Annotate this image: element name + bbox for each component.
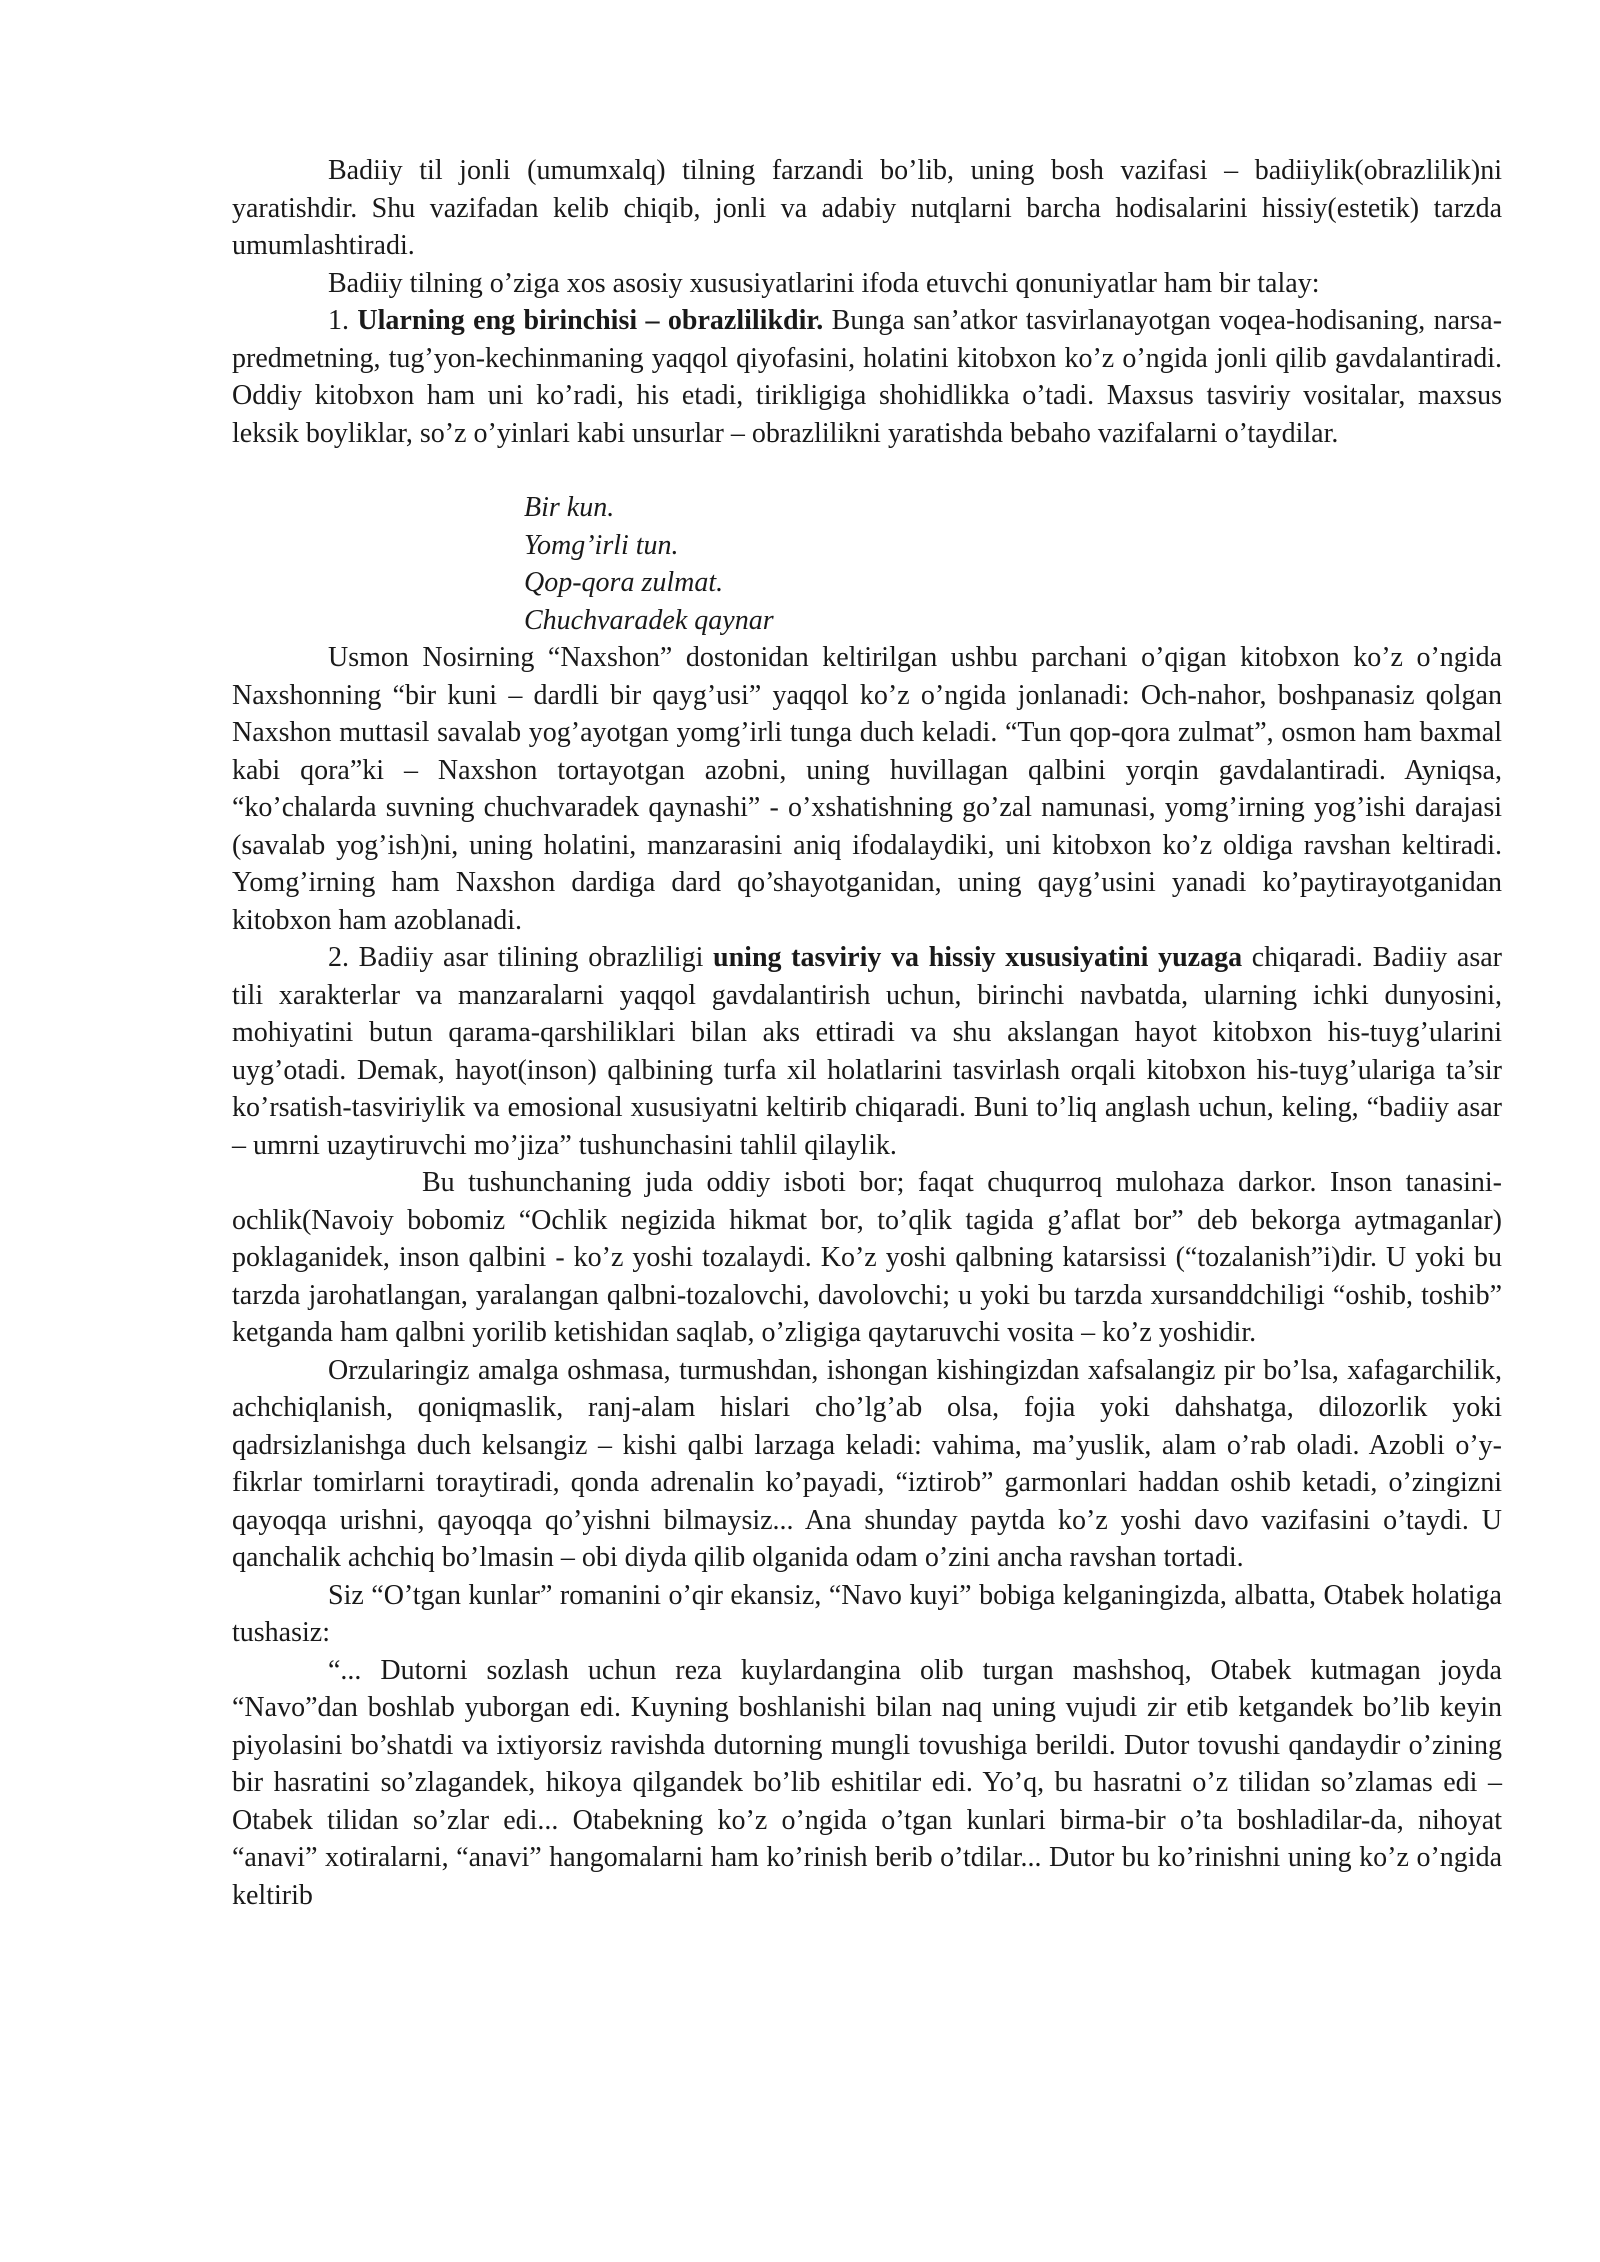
point-1-text: Bunga san’atkor tasvirlanayotgan voqea-hodisaning, narsa-predmetning, tug’yon-kechinmaning yaqqol qiyofasini, holatini kitobxon ko’z o’ngida jonli qilib gavdalantiradi. Oddiy kitobxon ham uni ko’radi, his etadi, tirikligiga shohidlikka o’tadi. Maxsus tasviriy vositalar, maxsus leksik boyliklar, so’z o’yinlari kabi unsurlar – obrazlilikni yaratishda bebaho vazifalarni o’taydilar. — [232, 305, 1503, 449]
point-2-text-start: 2. Badiiy asar tilining obrazliligi — [328, 942, 714, 973]
paragraph-tears: Orzularingiz amalga oshmasa, turmushdan, ishongan kishingizdan xafsalangiz pir bo’lsa, xafagarchilik, achchiqlanish, qoniqmaslik, ranj-alam hislari cho’lg’ab olsa, fojia yoki dahshatga, dilozorlik yoki qadrsizlanishga duch kelsangiz – kishi qalbi larzaga keladi: vahima, ma’yuslik, alam o’rab oladi. Azobli o’y-fikrlar tomirlarni toraytiradi, qonda adrenalin ko’payadi, “iztirob” garmonlari haddan oshib ketadi, o’zingizni qayoqqa urishni, qayoqqa qo’yishni bilmaysiz... Ana shunday paytda ko’z yoshi davo vazifasini o’taydi. U qanchalik achchiq bo’lmasin – obi diyda qilib olganida odam o’zini ancha ravshan tortadi. — [232, 1354, 1502, 1573]
paragraph-quote-navo: “... Dutorni sozlash uchun reza kuylardangina olib turgan mashshoq, Otabek kutmagan joyda “Navo”dan boshlab yuborgan edi. Kuyning boshlanishi bilan naq uning vujudi zir etib ketgandek bo’lib keyin piyolasini bo’shatdi va ixtiyorsiz ravishda dutorning mungli tovushiga berildi. Dutor tovushi qandaydir o’zining bir hasratini so’zlagandek, hikoya qilgandek bo’lib eshitilar edi. Yo’q, bu hasratni o’z tilidan so’zlamas edi – Otabek tilidan so’zlar edi... Otabekning ko’z o’ngida o’tgan kunlari birma-bir o’ta boshladilar-da, nihoyat “anavi” xotiralarni, “anavi” hangomalarni ham ko’rinish berib o’tdilar... Dutor bu ko’rinishni uning ko’z o’ngida keltirib — [232, 1654, 1502, 1911]
point-2-heading: uning tasviriy va hissiy xususiyatini yuzaga — [713, 942, 1243, 973]
point-2-text: chiqaradi. Badiiy asar tili xarakterlar va manzaralarni yaqqol gavdalantirish uchun, birinchi navbatda, ularning ichki dunyosini, mohiyatini butun qarama-qarshiliklari bilan aks ettiradi va shu akslangan hayot kitobxon his-tuyg’ularini uyg’otadi. Demak, hayot(inson) qalbining turfa xil holatlarini tasvirlash orqali kitobxon his-tuyg’ulariga ta’sir ko’rsatish-tasviriylik va emosional xususiyatni keltirib chiqaradi. Buni to’liq anglash uchun, keling, “badiiy asar – umrni uzaytiruvchi mo’jiza” tushunchasini tahlil qilaylik. — [232, 942, 1502, 1161]
paragraph-point-2 — [232, 939, 1502, 1164]
poem-quote — [524, 489, 1502, 639]
paragraph-intro: Badiiy til jonli (umumxalq) tilning farzandi bo’lib, uning bosh vazifasi – badiiylik(obrazlilik)ni yaratishdir. Shu vazifadan kelib chiqib, jonli va adabiy nutqlarni barcha hodisalarini hissiy(estetik) tarzda umumlashtiradi. — [232, 155, 1502, 261]
paragraph-point-1 — [232, 302, 1502, 452]
poem-line: Qop-qora zulmat. — [524, 567, 724, 598]
poem-line: Bir kun. — [524, 492, 615, 523]
point-1-heading: Ularning eng birinchisi – obrazlilikdir. — [357, 305, 824, 336]
paragraph-features: Badiiy tilning o’ziga xos asosiy xususiyatlarini ifoda etuvchi qonuniyatlar ham bir talay: — [328, 267, 1320, 299]
poem-line: Chuchvaradek qaynar — [524, 604, 774, 636]
paragraph-otgan-kunlar: Siz “O’tgan kunlar” romanini o’qir ekansiz, “Navo kuyi” bobiga kelganingizda, albatta, Otabek holatiga tushasiz: — [232, 1579, 1502, 1648]
poem-line: Yomg’irli tun. — [524, 529, 679, 561]
document-page — [232, 152, 1502, 1914]
point-1-number: 1. — [328, 305, 358, 336]
paragraph-naxshon-analysis: Usmon Nosirning “Naxshon” dostonidan keltirilgan ushbu parchani o’qigan kitobxon ko’z o’ngida Naxshonning “bir kuni – dardli bir qayg’usi” yaqqol ko’z o’ngida jonlanadi: Och-nahor, boshpanasiz qolgan Naxshon muttasil savalab yog’ayotgan yomg’irli tunga duch keladi. “Tun qop-qora zulmat”, osmon ham baxmal kabi qora”ki – Naxshon tortayotgan azobni, uning huvillagan qalbini yorqin gavdalantiradi. Ayniqsa, “ko’chalarda suvning chuchvaradek qaynashi” - o’xshatishning go’zal namunasi, yomg’irning yog’ishi darajasi (savalab yog’ish)ni, uning holatini, manzarasini aniq ifodalaydiki, uni kitobxon ko’z oldiga ravshan keltiradi. Yomg’irning ham Naxshon dardiga dard qo’shayotganidan, uning qayg’usini yanadi ko’paytirayotganidan kitobxon ham azoblanadi. — [232, 642, 1502, 936]
paragraph-proof: Bu tushunchaning juda oddiy isboti bor; faqat chuqurroq mulohaza darkor. Inson tanasini-ochlik(Navoiy bobomiz “Ochlik negizida hikmat bor, to’qlik tagida g’aflat bor” deb bekorga aytmaganlar) poklaganidek, inson qalbini - ko’z yoshi tozalaydi. Ko’z yoshi qalbning katarsissi (“tozalanish”i)dir. U yoki bu tarzda jarohatlangan, yaralangan qalbni-tozalovchi, davolovchi; u yoki bu tarzda xursanddchiligi “oshib, toshib” ketganda ham qalbni yorilib ketishidan saqlab, o’zligiga qaytaruvchi vosita – ko’z yoshidir. — [232, 1167, 1502, 1348]
